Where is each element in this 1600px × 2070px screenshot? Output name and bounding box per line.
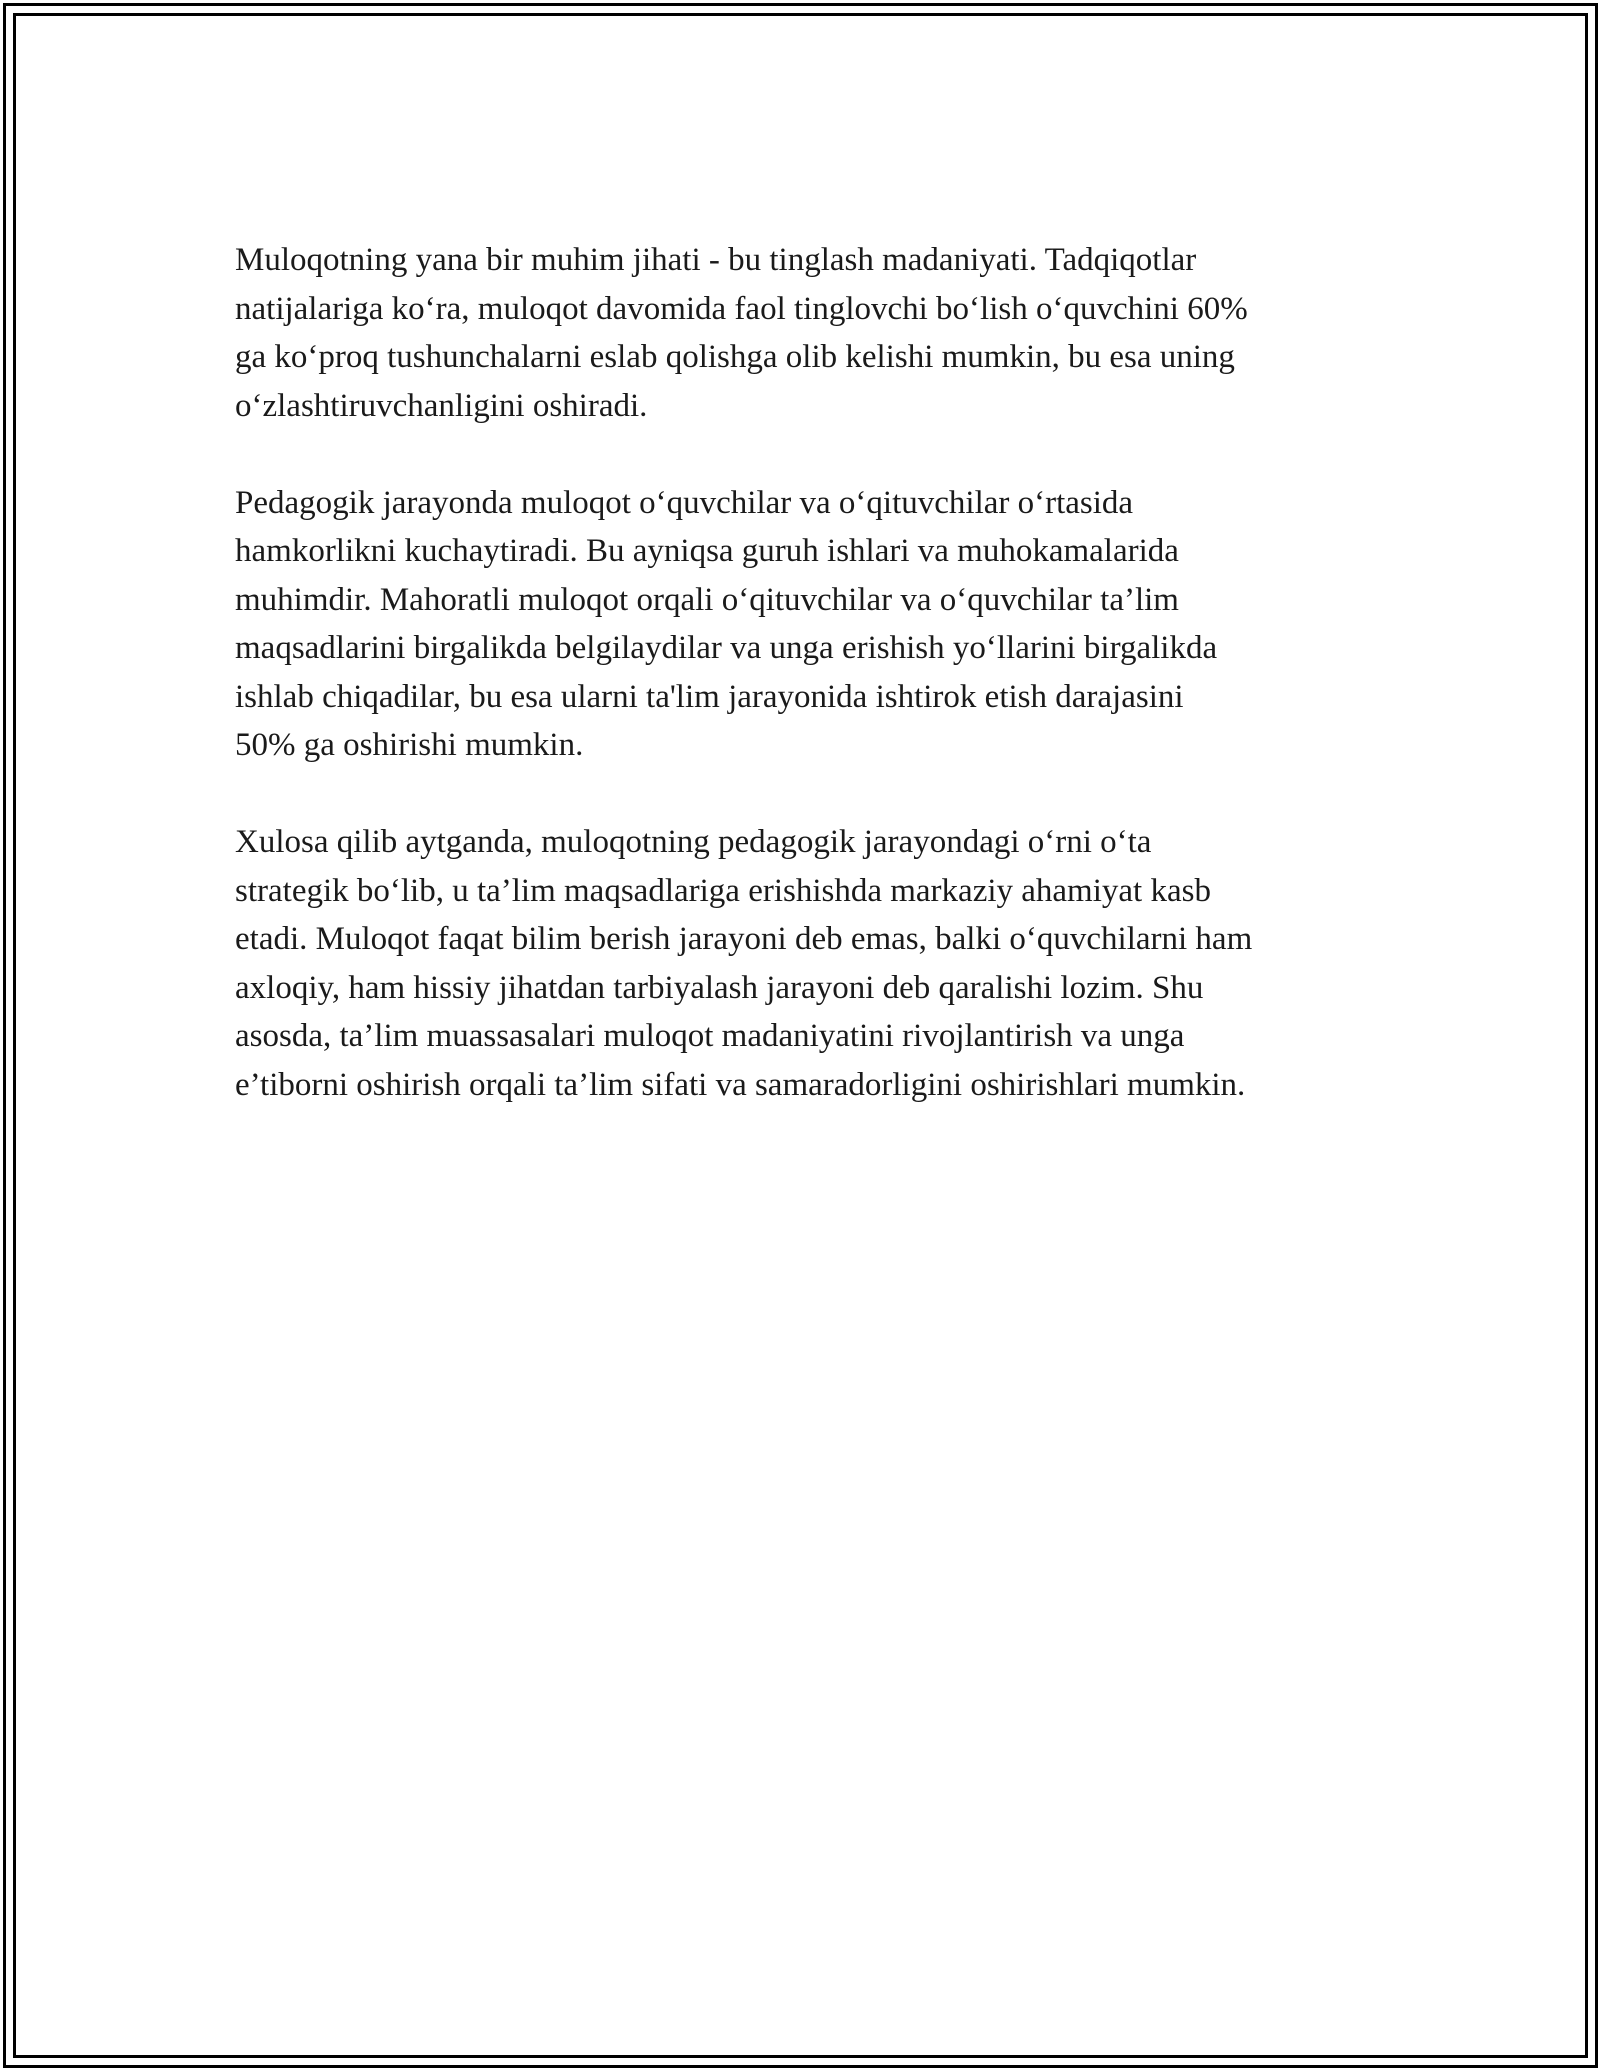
paragraph-listening-culture: Muloqotning yana bir muhim jihati - bu tinglash madaniyati. Tadqiqotlar natijalariga ko‘ra, muloqot davomida faol tinglovchi bo‘lish o‘quvchini 60% ga ko‘proq tushunchalarni eslab qolishga olib kelishi mumkin, bu esa uning o‘zlashtiruvchanligini oshiradi. (235, 242, 1248, 424)
paragraph-collaboration: Pedagogik jarayonda muloqot o‘quvchilar va o‘qituvchilar o‘rtasida hamkorlikni kuchaytiradi. Bu ayniqsa guruh ishlari va muhokamalarida muhimdir. Mahoratli muloqot orqali o‘qituvchilar va o‘quvchilar ta’lim maqsadlarini birgalikda belgilaydilar va unga erishish yo‘llarini birgalikda ishlab chiqadilar, bu esa ularni ta'lim jarayonida ishtirok etish darajasini 50% ga oshirishi mumkin. (235, 484, 1218, 763)
paragraph-conclusion: Xulosa qilib aytganda, muloqotning pedagogik jarayondagi o‘rni o‘ta strategik bo‘lib, u ta’lim maqsadlariga erishishda markaziy ahamiyat kasb etadi. Muloqot faqat bilim berish jarayoni deb emas, balki o‘quvchilarni ham axloqiy, ham hissiy jihatdan tarbiyalash jarayoni deb qaralishi lozim. Shu asosda, ta’lim muassasalari muloqot madaniyatini rivojlantirish va unga e’tiborni oshirish orqali ta’lim sifati va samaradorligini oshirishlari mumkin. (235, 824, 1253, 1103)
document-body (235, 236, 1375, 1158)
